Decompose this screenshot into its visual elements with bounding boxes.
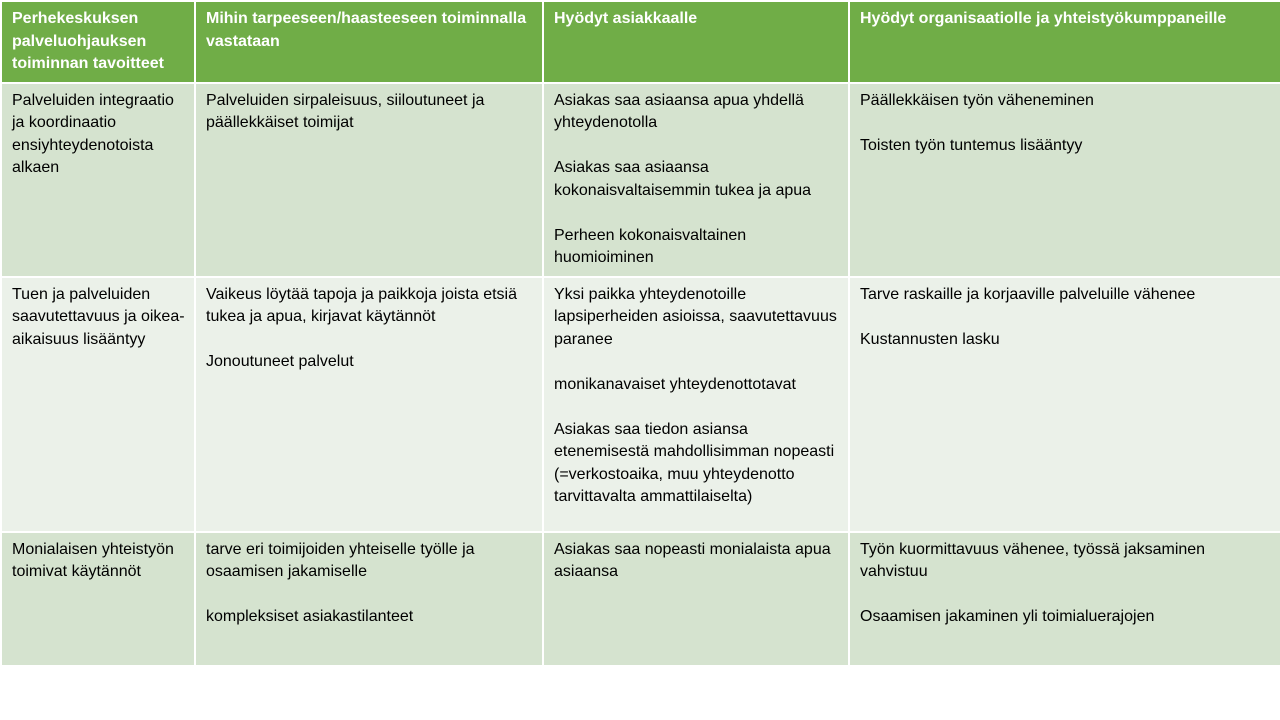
goal-cell [1,277,195,532]
client-benefit-text: Asiakas saa asiaansa apua yhdellä yhteydenotolla [554,91,804,131]
need-cell [195,83,543,277]
org-benefit-cell [849,277,1280,532]
need-text: Palveluiden sirpaleisuus, siiloutuneet ja päällekkäiset toimijat [206,91,485,131]
org-benefit-text: Päällekkäisen työn väheneminen [860,91,1094,109]
client-benefit-text: Asiakas saa nopeasti monialaista apua asiaansa [554,540,831,580]
org-benefit-cell [849,532,1280,666]
table-row [1,83,1280,277]
org-benefit-text: Osaamisen jakaminen yli toimialuerajojen [860,608,1155,625]
header-row [1,1,1280,83]
header-org-benefits: Hyödyt organisaatiolle ja yhteistyökumppaneille [849,1,1280,83]
need-cell [195,532,543,666]
need-text: tarve eri toimijoiden yhteiselle työlle ja osaamisen jakamiselle [206,540,475,580]
client-benefit-text: Asiakas saa asiaansa kokonaisvaltaisemmin tukea ja apua [554,159,812,199]
goal-cell [1,532,195,666]
header-client-benefits: Hyödyt asiakkaalle [543,1,849,83]
table-row [1,277,1280,532]
org-benefit-text: Työn kuormittavuus vähenee, työssä jaksaminen vahvistuu [860,540,1206,580]
client-benefit-cell [543,83,849,277]
need-text: Jonoutuneet palvelut [206,353,354,370]
need-cell [195,277,543,532]
goal-text: Tuen ja palveluiden saavutettavuus ja oikea-aikaisuus lisääntyy [12,285,185,348]
org-benefit-text: Kustannusten lasku [860,330,1000,348]
goal-text: Palveluiden integraatio ja koordinaatio ensiyhteydenotoista alkaen [12,91,174,176]
client-benefit-text: Yksi paikka yhteydenotoille lapsiperheiden asioissa, saavutettavuus paranee [554,285,837,348]
table-row [1,532,1280,666]
client-benefit-cell [543,277,849,532]
client-benefit-text: Perheen kokonaisvaltainen huomioiminen [554,226,747,266]
goal-cell [1,83,195,277]
org-benefit-text: Toisten työn tuntemus lisääntyy [860,136,1083,154]
need-text: kompleksiset asiakastilanteet [206,608,414,625]
org-benefit-text: Tarve raskaille ja korjaaville palveluille vähenee [860,285,1196,303]
need-text: Vaikeus löytää tapoja ja paikkoja joista etsiä tukea ja apua, kirjavat käytännöt [206,285,517,325]
header-goals: Perhekeskuksen palveluohjauksen toiminnan tavoitteet [1,1,195,83]
client-benefit-cell [543,532,849,666]
goal-text: Monialaisen yhteistyön toimivat käytännöt [12,540,174,580]
org-benefit-cell [849,83,1280,277]
header-needs: Mihin tarpeeseen/haasteeseen toiminnalla vastataan [195,1,543,83]
client-benefit-text: monikanavaiset yhteydenottotavat [554,375,796,393]
client-benefit-text: Asiakas saa tiedon asiansa etenemisestä mahdollisimman nopeasti (=verkostoaika, muu yhteydenotto tarvittavalta ammattilaiselta) [554,420,835,505]
